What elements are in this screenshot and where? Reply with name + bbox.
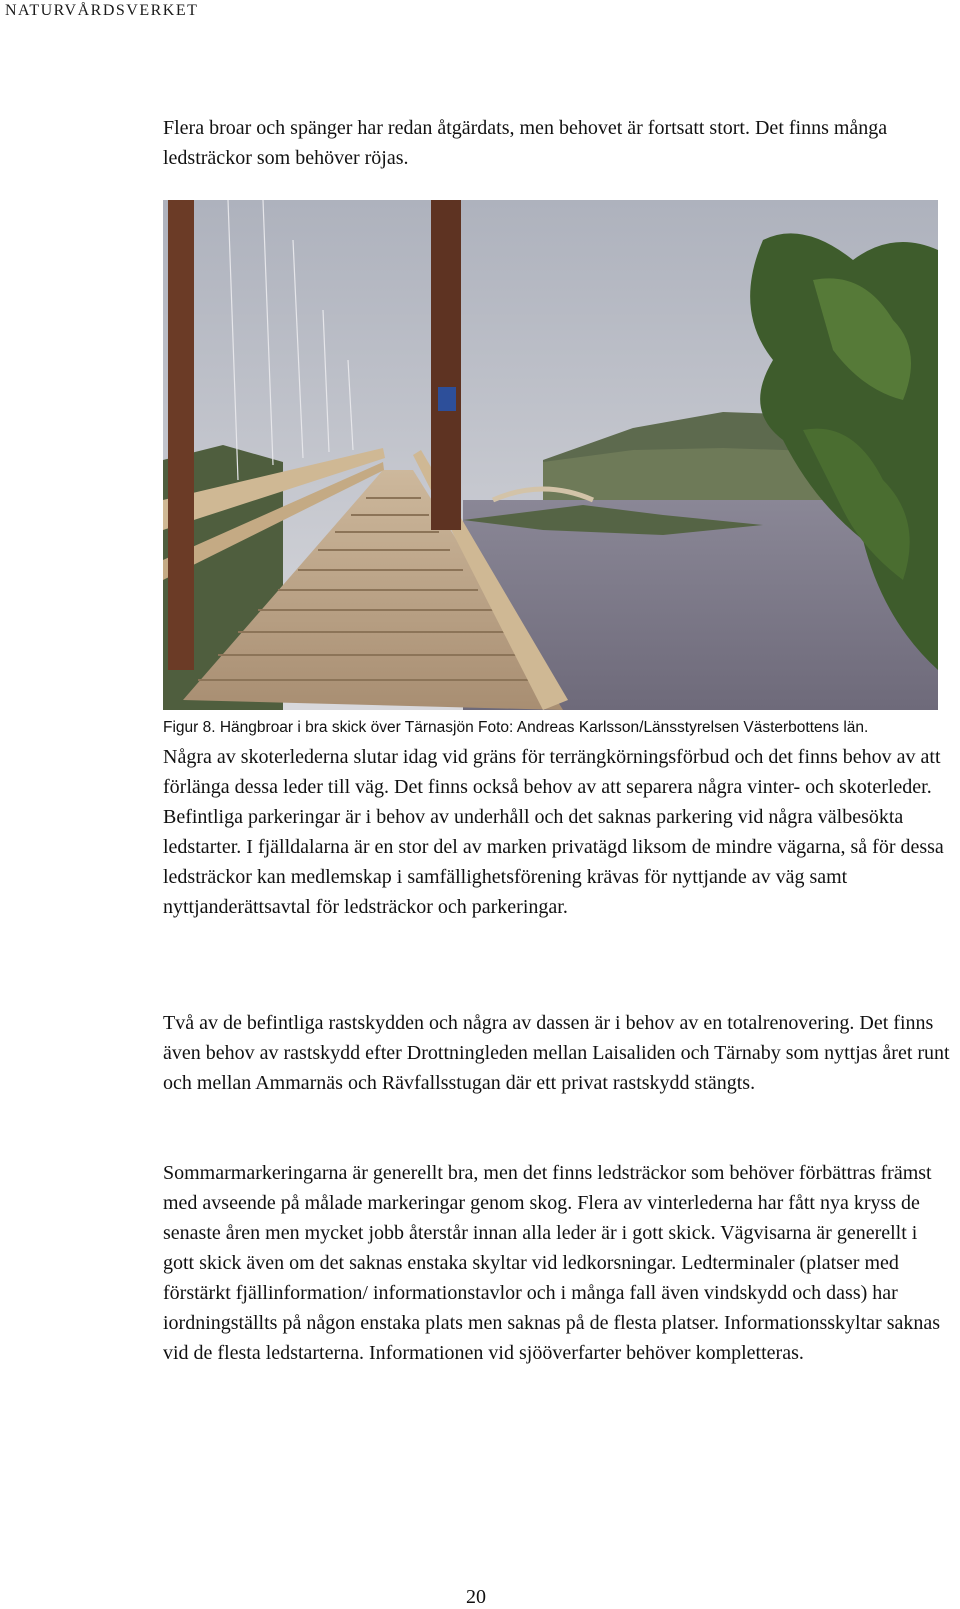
paragraph-markings: Sommarmarkeringarna är generellt bra, men det finns ledsträckor som behöver förbättras främst med avseende på målade markeringar genom skog. Flera av vinterlederna har fått nya kryss de senaste åren men mycket jobb återstår innan alla leder är i gott skick. Vägvisarna är generellt i gott skick även om det saknas enstaka skyltar vid ledkorsningar. Ledterminaler (platser med förstärkt fjällinformation/ informationstavlor och i många fall även vindskydd och dass) har iordningställts på någon enstaka plats men saknas på de flesta platser. Informationsskyltar saknas vid de flesta ledstarterna. Informationen vid sjööverfarter behöver kompletteras. — [163, 1162, 941, 1364]
paragraph-bridges: Flera broar och spänger har redan åtgärdats, men behovet är fortsatt stort. Det finns många ledsträckor som behöver röjas. — [163, 117, 888, 169]
bridge-photo — [163, 200, 938, 710]
paragraph-shelters: Två av de befintliga rastskydden och några av dassen är i behov av en totalrenovering. Det finns även behov av rastskydd efter Drottningleden mellan Laisaliden och Tärnaby som nyttjas året runt och mellan Ammarnäs och Rävfallsstugan där ett privat rastskydd stängts. — [163, 1012, 950, 1094]
paragraph-snowmobile-trails: Några av skoterlederna slutar idag vid gräns för terrängkörningsförbud och det finns behov av att förlänga dessa leder till väg. Det finns också behov av att separera några vinter- och skoterleder. Befintliga parkeringar är i behov av underhåll och det saknas parkering vid några välbesökta ledstarter. I fjälldalarna är en stor del av marken privatägd liksom de mindre vägarna, så för dessa ledsträckor kan medlemskap i samfällighetsförening krävas för nyttjande av väg samt nyttjanderättsavtal för ledsträckor och parkeringar. — [163, 746, 944, 918]
page-number: 20 — [466, 1586, 486, 1608]
organization-header: NATURVÅRDSVERKET — [5, 2, 199, 19]
figure-caption: Figur 8. Hängbroar i bra skick över Tärnasjön Foto: Andreas Karlsson/Länsstyrelsen Västerbottens län. — [163, 719, 869, 736]
